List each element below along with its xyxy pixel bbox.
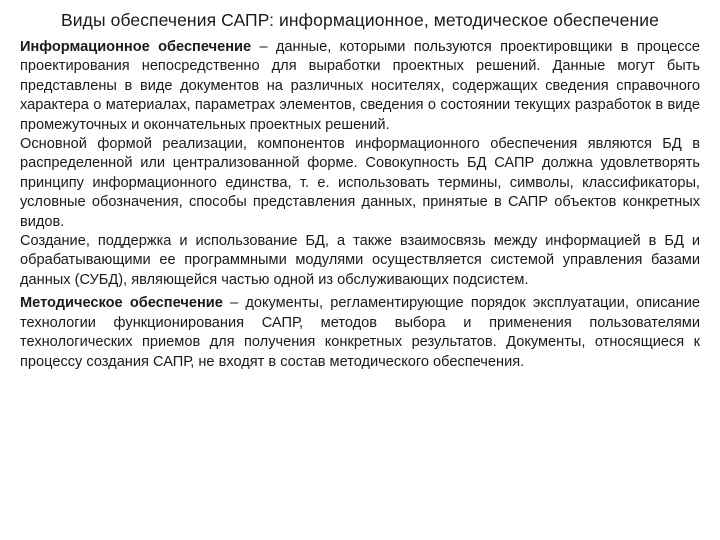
term-information-support: Информационное обеспечение xyxy=(20,39,252,55)
paragraph-information-support xyxy=(20,38,700,135)
paragraph-methodical-support xyxy=(20,294,700,372)
paragraph-text: Основной формой реализации, компонентов информационного обеспечения являются БД в распределенной или централизованной форме. Совокупность БД САПР должна удовлетворять принципу информационного единства, т. е. использовать термины, символы, классификаторы, условные обозначения, способы представления данных, принятые в САПР объектов конкретных видов. xyxy=(20,136,700,230)
paragraph-text: Создание, поддержка и использование БД, а также взаимосвязь между информацией в БД и обрабатывающими ее программными модулями осуществляется системой управления базами данных (СУБД), являющейся частью одной из обслуживающих подсистем. xyxy=(20,233,700,288)
paragraph-database-forms xyxy=(20,135,700,232)
slide-title: Виды обеспечения САПР: информационное, методическое обеспечение xyxy=(61,10,659,30)
paragraph-text: – данные, которыми пользуются проектировщики в процессе проектирования непосредственно для выработки проектных решений. Данные могут быть представлены в виде документов на различных носителях, содержащих сведения справочного характера о материалах, параметрах элементов, сведения о состоянии текущих разработок в виде промежуточных и окончательных проектных решений. xyxy=(20,39,700,133)
paragraph-dbms xyxy=(20,232,700,290)
slide-body xyxy=(20,38,700,372)
paragraph-text: – документы, регламентирующие порядок эксплуатации, описание технологии функционирования САПР, методов выбора и применения пользователями технологических приемов для получения конкретных результатов. Документы, относящиеся к процессу создания САПР, не входят в состав методического обеспечения. xyxy=(20,295,700,370)
term-methodical-support: Методическое обеспечение xyxy=(20,295,223,312)
